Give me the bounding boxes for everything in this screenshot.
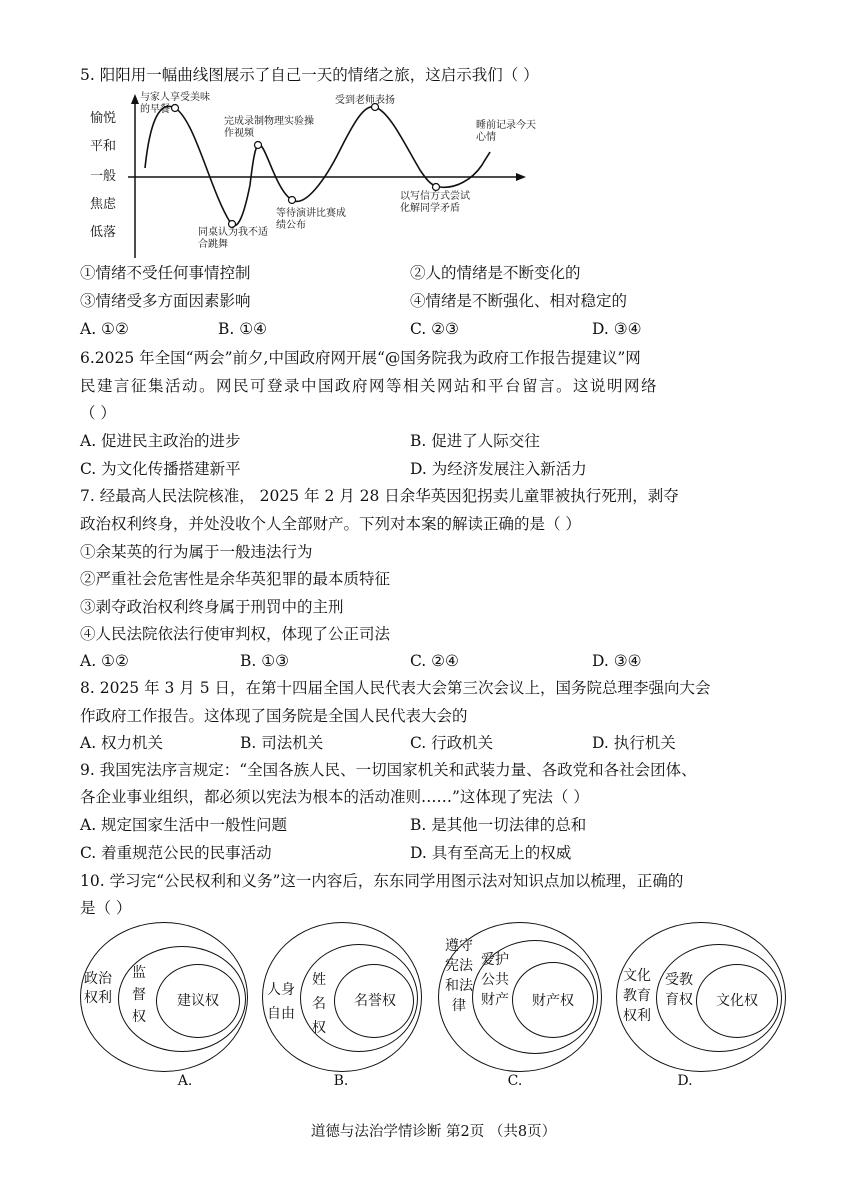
q6-option-d: D. 为经济发展注入新活力: [410, 460, 587, 478]
q9-line-2: 各企业事业组织，都必须以宪法为根本的活动准则……”这体现了宪法（ ）: [80, 788, 589, 806]
annot-deskmate: 同桌认为我不适合跳舞: [198, 227, 268, 250]
outer-label: 政治权利: [84, 971, 112, 1006]
q9-line-1: 9. 我国宪法序言规定：“全国各族人民、一切国家机关和武装力量、各政党和各社会团体、: [80, 761, 697, 779]
q7-option-b: B. ①③: [240, 652, 290, 670]
q5-option-d: D. ③④: [592, 320, 642, 338]
outer-label: 文化教育权利: [623, 968, 651, 1024]
q10-line-1: 10. 学习完“公民权利和义务”这一内容后，东东同学用图示法对知识点加以梳理，正确的: [80, 872, 684, 890]
q10-diagram-d: [616, 922, 794, 1092]
q6-option-a: A. 促进民主政治的进步: [80, 432, 241, 450]
q10-line-2: 是（ ）: [80, 899, 132, 917]
y-level-delighted: 愉悦: [90, 111, 117, 126]
diagram-label: D.: [677, 1073, 693, 1089]
q7-option-c: C. ②④: [410, 652, 459, 670]
middle-label: 姓名权: [312, 972, 326, 1036]
q5-stem: 5. 阳阳用一幅曲线图展示了自己一天的情绪之旅，这启示我们（ ）: [80, 66, 539, 84]
q5-option-b: B. ①④: [218, 320, 268, 338]
annot-speech: 等待演讲比赛成绩公布: [276, 208, 346, 231]
q9-option-d: D. 具有至高无上的权威: [410, 844, 572, 862]
q7-statement-1: ①余某英的行为属于一般违法行为: [80, 543, 313, 561]
outer-label: 遵守宪法和法律: [445, 938, 473, 1014]
q7-option-a: A. ①②: [80, 652, 129, 670]
y-level-anxious: 焦虑: [90, 197, 117, 212]
q5-statement-2: ②人的情绪是不断变化的: [410, 264, 581, 282]
inner-label: 文化权: [716, 993, 758, 1009]
q8-option-c: C. 行政机关: [410, 734, 494, 752]
annot-breakfast: 与家人享受美味的早餐: [140, 92, 210, 115]
middle-label: 监督权: [132, 965, 146, 1025]
q5-statement-4: ④情绪是不断强化、相对稳定的: [410, 292, 628, 310]
diagram-label: A.: [177, 1073, 193, 1089]
q8-option-b: B. 司法机关: [240, 734, 324, 752]
q9-option-b: B. 是其他一切法律的总和: [410, 816, 587, 834]
q6-line-2: 民建言征集活动。网民可登录中国政府网等相关网站和平台留言。这说明网络: [80, 377, 659, 395]
q9-option-a: A. 规定国家生活中一般性问题: [80, 816, 288, 834]
annot-letter: 以写信方式尝试化解同学矛盾: [400, 191, 470, 214]
inner-label: 名誉权: [354, 993, 396, 1009]
q5-option-a: A. ①②: [80, 320, 129, 338]
q5-mood-chart: [80, 90, 540, 260]
q7-statement-2: ②严重社会危害性是余华英犯罪的最本质特征: [80, 570, 391, 588]
point-letter: [433, 184, 440, 191]
diagram-label: B.: [333, 1073, 349, 1089]
x-axis-arrow: [516, 173, 526, 181]
y-level-calm: 平和: [90, 139, 117, 154]
annot-diary: 睡前记录今天心情: [476, 120, 536, 143]
annot-video: 完成录制物理实验操作视频: [224, 116, 314, 139]
page-footer: 道德与法治学情诊断 第2页 （共8页）: [310, 1124, 557, 1140]
point-video: [255, 142, 262, 149]
q7-line-1: 7. 经最高人民法院核准， 2025 年 2 月 28 日余华英因犯拐卖儿童罪被执行死刑，剥夺: [80, 487, 679, 505]
q8-line-1: 8. 2025 年 3 月 5 日，在第十四届全国人民代表大会第三次会议上，国务院总理李强向大会: [80, 679, 711, 697]
q7-line-2: 政治权利终身，并处没收个人全部财产。下列对本案的解读正确的是（ ）: [80, 515, 581, 533]
diagram-label: C.: [507, 1073, 523, 1089]
q8-line-2: 作政府工作报告。这体现了国务院是全国人民代表大会的: [80, 707, 468, 725]
q6-line-1: 6.2025 年全国“两会”前夕,中国政府网开展“@国务院我为政府工作报告提建议”网: [80, 349, 641, 367]
q5-statement-1: ①情绪不受任何事情控制: [80, 264, 251, 282]
q9-option-c: C. 着重规范公民的民事活动: [80, 844, 272, 862]
q7-statement-4: ④人民法院依法行使审判权，体现了公正司法: [80, 625, 391, 643]
q7-statement-3: ③剥夺政治权利终身属于刑罚中的主刑: [80, 598, 344, 616]
y-axis-arrow: [131, 94, 139, 104]
point-speech: [289, 197, 296, 204]
q10-diagram-b: [262, 922, 440, 1092]
middle-label: 受教育权: [665, 972, 693, 1008]
y-level-low: 低落: [90, 225, 117, 240]
q6-option-b: B. 促进了人际交往: [410, 432, 540, 450]
q10-diagram-c: [438, 922, 616, 1092]
annot-praise: 受到老师表扬: [335, 95, 395, 106]
q10-diagram-a: [80, 922, 258, 1092]
q8-option-d: D. 执行机关: [592, 734, 676, 752]
outer-label: 人身自由: [267, 982, 295, 1022]
q5-statement-3: ③情绪受多方面因素影响: [80, 292, 251, 310]
inner-label: 财产权: [532, 993, 574, 1009]
q5-option-c: C. ②③: [410, 320, 459, 338]
q8-option-a: A. 权力机关: [80, 734, 164, 752]
y-level-normal: 一般: [90, 169, 117, 184]
q7-option-d: D. ③④: [592, 652, 642, 670]
q6-option-c: C. 为文化传播搭建新平: [80, 460, 241, 478]
inner-label: 建议权: [177, 993, 219, 1009]
middle-label: 爱护公共财产: [481, 952, 509, 1008]
q6-line-3: （ ）: [80, 404, 116, 422]
